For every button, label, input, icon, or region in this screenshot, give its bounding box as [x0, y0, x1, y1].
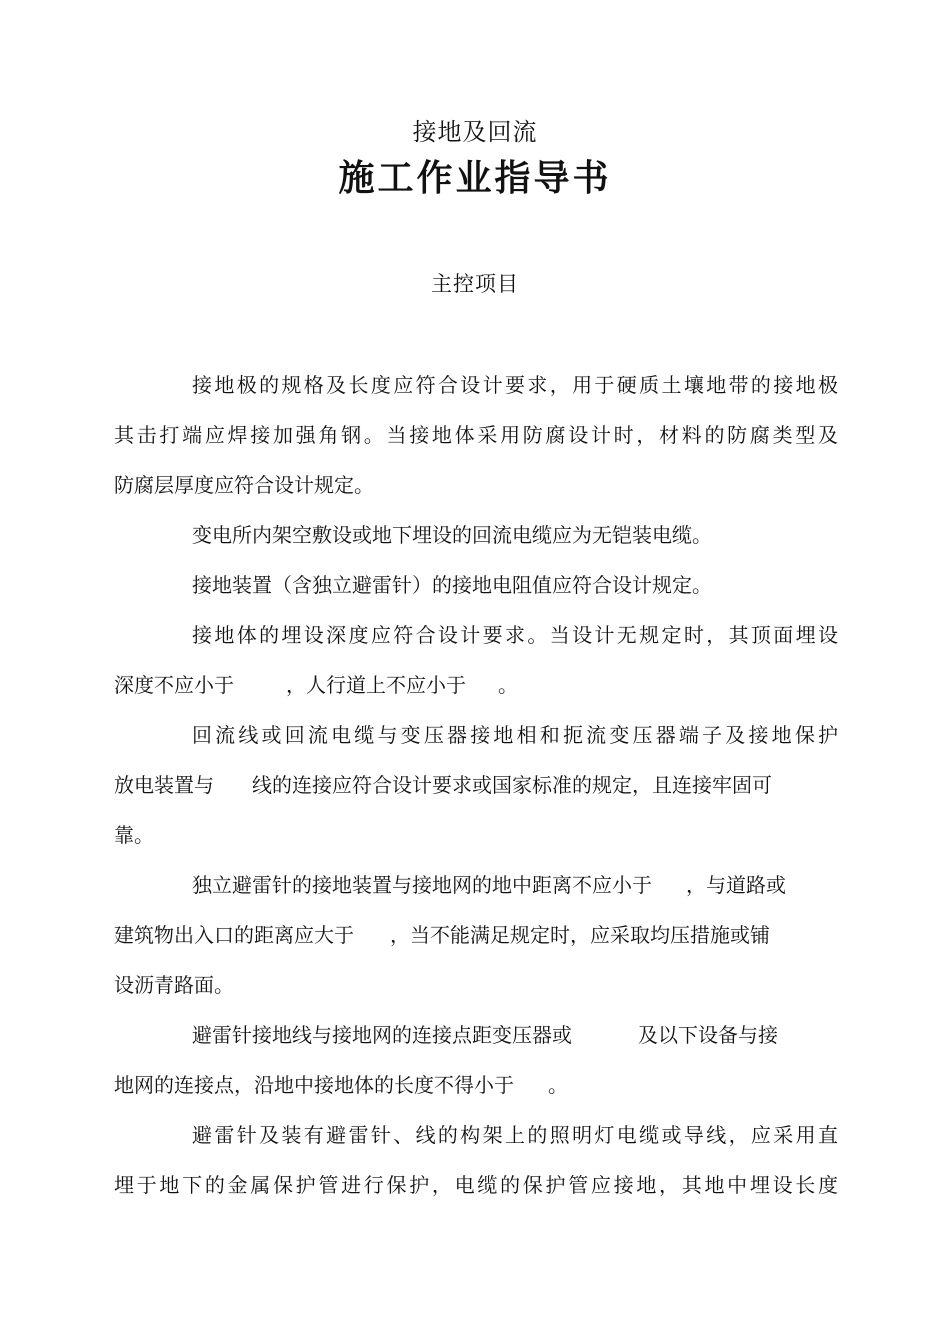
document-body [114, 368, 838, 1218]
text-run: 深度不应小于 [114, 673, 234, 697]
paragraph-line [114, 768, 838, 818]
text-run: 及以下设备与接 [638, 1023, 778, 1047]
paragraph-line: 接地极的规格及长度应符合设计要求，用于硬质土壤地带的接地极 [192, 373, 838, 397]
document-title: 施工作业指导书 [338, 158, 612, 199]
text-run: 。 [548, 1073, 568, 1097]
text-run: 线的连接应符合设计要求或国家标准的规定，且连接牢固可 [252, 773, 772, 797]
paragraph-line: 接地体的埋设深度应符合设计要求。当设计无规定时，其顶面埋设 [192, 623, 838, 647]
document-subtitle: 接地及回流 [412, 118, 538, 146]
paragraph-line: 埋于地下的金属保护管进行保护，电缆的保护管应接地，其地中埋设长度 [114, 1173, 838, 1197]
text-run: 。 [498, 673, 518, 697]
text-run: 放电装置与 [114, 773, 214, 797]
paragraph-line [114, 868, 838, 918]
text-run: ，与道路或 [686, 873, 786, 897]
paragraph-line [114, 918, 838, 968]
paragraph-line: 防腐层厚度应符合设计规定。 [114, 473, 374, 497]
text-run: 地网的连接点，沿地中接地体的长度不得小于 [114, 1073, 514, 1097]
text-run: 避雷针接地线与接地网的连接点距变压器或 [192, 1023, 572, 1047]
text-run: 建筑物出入口的距离应大于 [114, 923, 354, 947]
paragraph-line [114, 1018, 838, 1068]
paragraph-line [114, 668, 838, 718]
paragraph-line: 回流线或回流电缆与变压器接地相和扼流变压器端子及接地保护 [192, 723, 838, 747]
section-heading: 主控项目 [431, 272, 519, 296]
paragraph-line: 靠。 [114, 823, 154, 847]
paragraph-line: 接地装置（含独立避雷针）的接地电阻值应符合设计规定。 [192, 573, 712, 597]
text-run: ，当不能满足规定时，应采取均压措施或铺 [390, 923, 770, 947]
paragraph-line: 其击打端应焊接加强角钢。当接地体采用防腐设计时，材料的防腐类型及 [114, 423, 838, 447]
paragraph-line: 变电所内架空敷设或地下埋设的回流电缆应为无铠装电缆。 [192, 523, 712, 547]
paragraph-line: 避雷针及装有避雷针、线的构架上的照明灯电缆或导线，应采用直 [192, 1123, 838, 1147]
text-run: 独立避雷针的接地装置与接地网的地中距离不应小于 [192, 873, 652, 897]
paragraph-line: 设沥青路面。 [114, 973, 234, 997]
text-run: ，人行道上不应小于 [286, 673, 466, 697]
paragraph-line [114, 1068, 838, 1118]
